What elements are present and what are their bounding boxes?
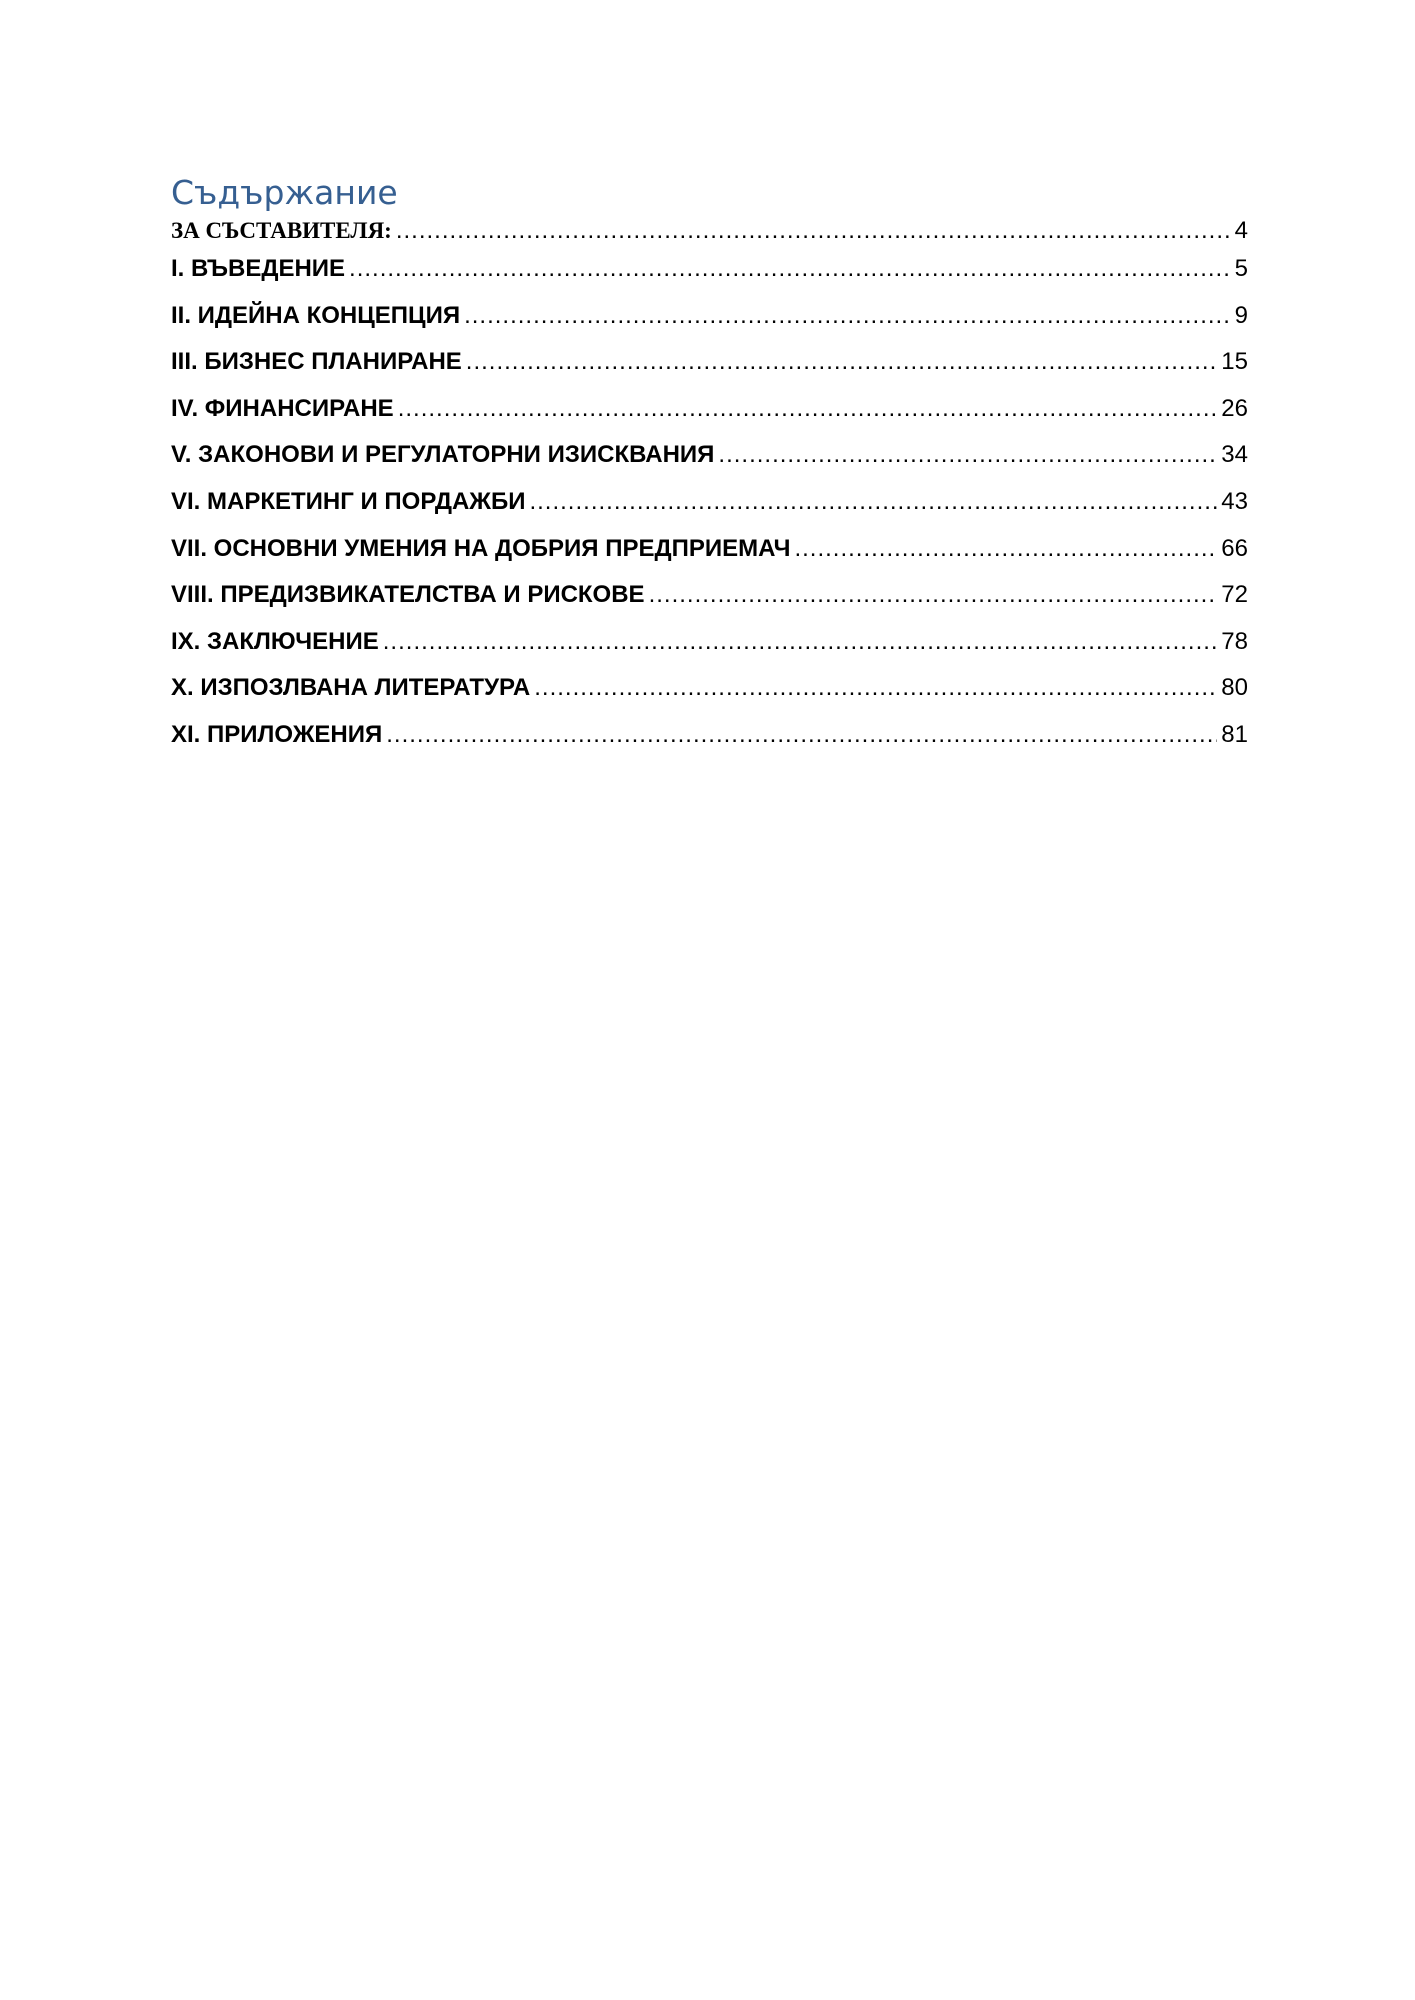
toc-entry-page: 26	[1221, 394, 1248, 422]
toc-entry-skills[interactable]	[171, 526, 1248, 573]
toc-dot-leader	[398, 386, 1218, 433]
toc-entry-page: 81	[1221, 720, 1248, 748]
toc-entry-page: 72	[1221, 581, 1248, 609]
toc-entry-marketing[interactable]	[171, 479, 1248, 526]
toc-entry-page: 5	[1234, 255, 1248, 282]
toc-entry-label: II. ИДЕЙНА КОНЦЕПЦИЯ	[171, 301, 461, 329]
toc-entry-legal-requirements[interactable]	[171, 432, 1248, 479]
toc-dot-leader	[534, 665, 1217, 712]
toc-entry-conclusion[interactable]	[171, 619, 1248, 666]
toc-entry-literature[interactable]	[171, 665, 1248, 712]
toc-dot-leader	[466, 339, 1218, 386]
toc-dot-leader	[383, 619, 1218, 666]
toc-dot-leader	[649, 572, 1218, 619]
toc-entry-label: ЗА СЪСТАВИТЕЛЯ:	[171, 218, 392, 243]
toc-dot-leader	[386, 712, 1217, 759]
toc-dot-leader	[529, 479, 1217, 526]
toc-entry-label: I. ВЪВЕДЕНИЕ	[171, 255, 346, 282]
toc-entry-label: IV. ФИНАНСИРАНЕ	[171, 394, 394, 422]
toc-entry-page: 80	[1221, 674, 1248, 702]
toc-entry-author[interactable]	[171, 216, 1248, 246]
toc-list	[171, 216, 1248, 759]
toc-entry-label: VIII. ПРЕДИЗВИКАТЕЛСТВА И РИСКОВЕ	[171, 581, 645, 609]
toc-entry-business-planning[interactable]	[171, 339, 1248, 386]
toc-entry-page: 15	[1221, 348, 1248, 376]
toc-dot-leader	[464, 293, 1231, 340]
toc-entry-page: 4	[1234, 217, 1248, 244]
toc-entry-challenges[interactable]	[171, 572, 1248, 619]
toc-entry-concept[interactable]	[171, 293, 1248, 340]
toc-dot-leader	[794, 526, 1217, 573]
toc-title: Съдържание	[171, 173, 398, 212]
toc-entry-label: III. БИЗНЕС ПЛАНИРАНЕ	[171, 348, 462, 376]
toc-entry-label: IX. ЗАКЛЮЧЕНИЕ	[171, 627, 379, 655]
toc-entry-introduction[interactable]	[171, 246, 1248, 293]
toc-entry-label: X. ИЗПОЗЛВАНА ЛИТЕРАТУРА	[171, 674, 531, 702]
toc-entry-label: VII. ОСНОВНИ УМЕНИЯ НА ДОБРИЯ ПРЕДПРИЕМАЧ	[171, 534, 791, 562]
toc-entry-label: XI. ПРИЛОЖЕНИЯ	[171, 720, 383, 748]
toc-entry-page: 34	[1221, 441, 1248, 469]
table-of-contents	[171, 170, 1248, 759]
toc-dot-leader	[349, 246, 1231, 293]
toc-entry-label: VI. МАРКЕТИНГ И ПОРДАЖБИ	[171, 487, 526, 515]
toc-entry-label: V. ЗАКОНОВИ И РЕГУЛАТОРНИ ИЗИСКВАНИЯ	[171, 441, 715, 469]
toc-entry-page: 66	[1221, 534, 1248, 562]
toc-dot-leader	[396, 216, 1231, 246]
toc-dot-leader	[718, 432, 1217, 479]
toc-entry-page: 78	[1221, 627, 1248, 655]
toc-entry-financing[interactable]	[171, 386, 1248, 433]
toc-entry-page: 9	[1234, 301, 1248, 329]
toc-entry-appendices[interactable]	[171, 712, 1248, 759]
toc-entry-page: 43	[1221, 487, 1248, 515]
